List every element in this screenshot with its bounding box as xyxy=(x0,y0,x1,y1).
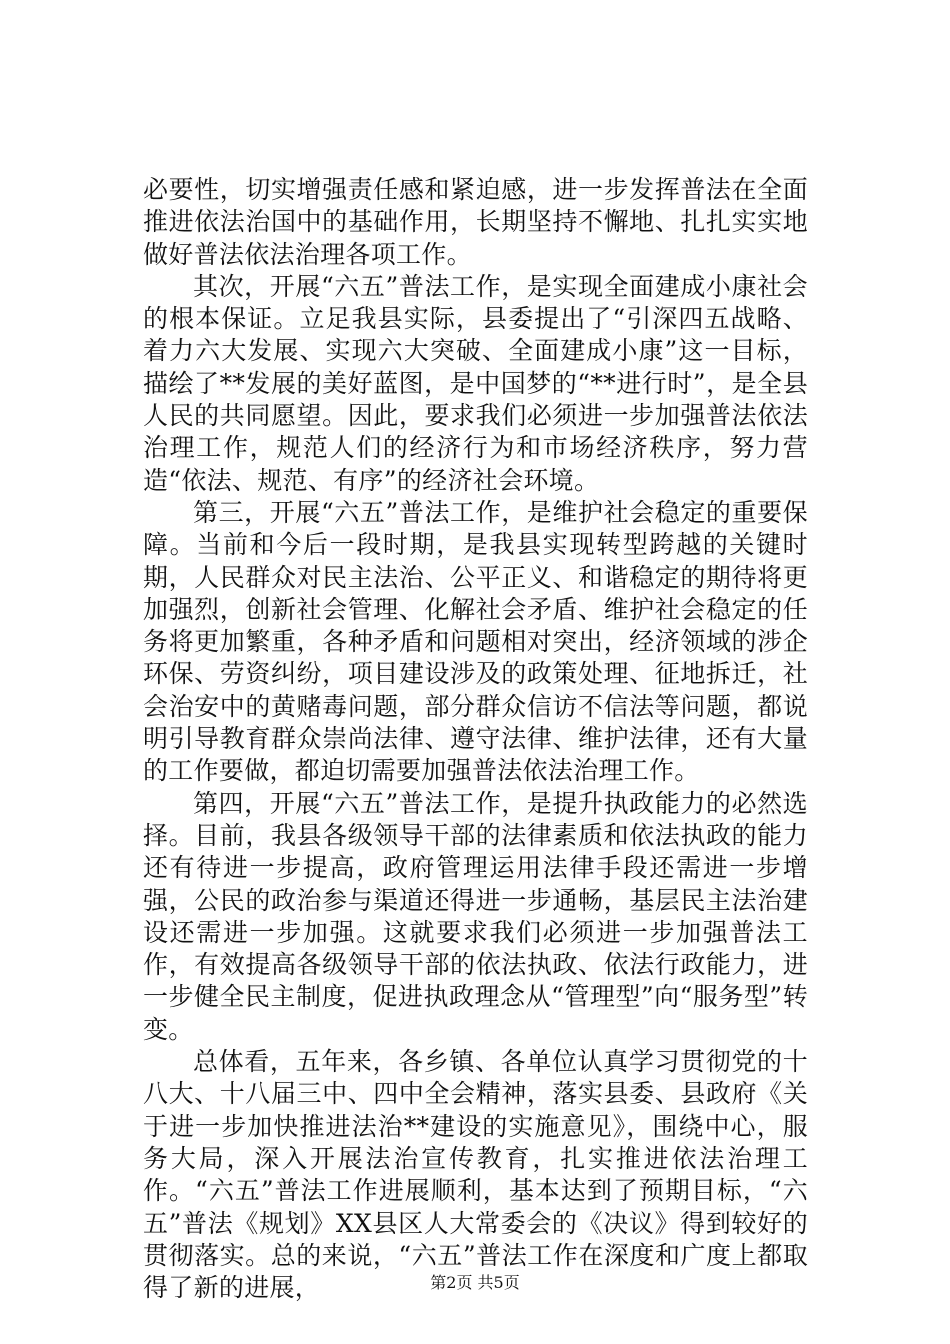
paragraph-continuation: 必要性，切实增强责任感和紧迫感，进一步发挥普法在全面推进依法治国中的基础作用，长期坚持不懈地、扎扎实实地做好普法依法治理各项工作。 xyxy=(143,175,808,269)
page-number-footer: 第2页 共5页 xyxy=(430,1273,520,1292)
paragraph-summary: 总体看，五年来，各乡镇、各单位认真学习贯彻党的十八大、十八届三中、四中全会精神，落实县委、县政府《关于进一步加快推进法治**建设的实施意见》，围绕中心，服务大局，深入开展法治宣传教育，扎实推进依法治理工作。“六五”普法工作进展顺利，基本达到了预期目标，“六五”普法《规划》XX县区人大常委会的《决议》得到较好的贯彻落实。总的来说，“六五”普法工作在深度和广度上都取得了新的进展， xyxy=(143,1047,808,1303)
paragraph-second-point: 其次，开展“六五”普法工作，是实现全面建成小康社会的根本保证。立足我县实际，县委提出了“引深四五战略、着力六大发展、实现六大突破、全面建成小康”这一目标，描绘了**发展的美好蓝图，是中国梦的“**进行时”，是全县人民的共同愿望。因此，要求我们必须进一步加强普法依法治理工作，规范人们的经济行为和市场经济秩序，努力营造“依法、规范、有序”的经济社会环境。 xyxy=(143,271,808,495)
paragraph-fourth-point: 第四，开展“六五”普法工作，是提升执政能力的必然选择。目前，我县各级领导干部的法律素质和依法执政的能力还有待进一步提高，政府管理运用法律手段还需进一步增强，公民的政治参与渠道还得进一步通畅，基层民主法治建设还需进一步加强。这就要求我们必须进一步加强普法工作，有效提高各级领导干部的依法执政、依法行政能力，进一步健全民主制度，促进执政理念从“管理型”向“服务型”转变。 xyxy=(143,788,808,1044)
body-text xyxy=(143,174,808,1304)
paragraph-third-point: 第三，开展“六五”普法工作，是维护社会稳定的重要保障。当前和今后一段时期，是我县实现转型跨越的关键时期，人民群众对民主法治、公平正义、和谐稳定的期待将更加强烈，创新社会管理、化解社会矛盾、维护社会稳定的任务将更加繁重，各种矛盾和问题相对突出，经济领域的涉企环保、劳资纠纷，项目建设涉及的政策处理、征地拆迁，社会治安中的黄赌毒问题，部分群众信访不信法等问题，都说明引导教育群众崇尚法律、遵守法律、维护法律，还有大量的工作要做，都迫切需要加强普法依法治理工作。 xyxy=(143,497,808,786)
